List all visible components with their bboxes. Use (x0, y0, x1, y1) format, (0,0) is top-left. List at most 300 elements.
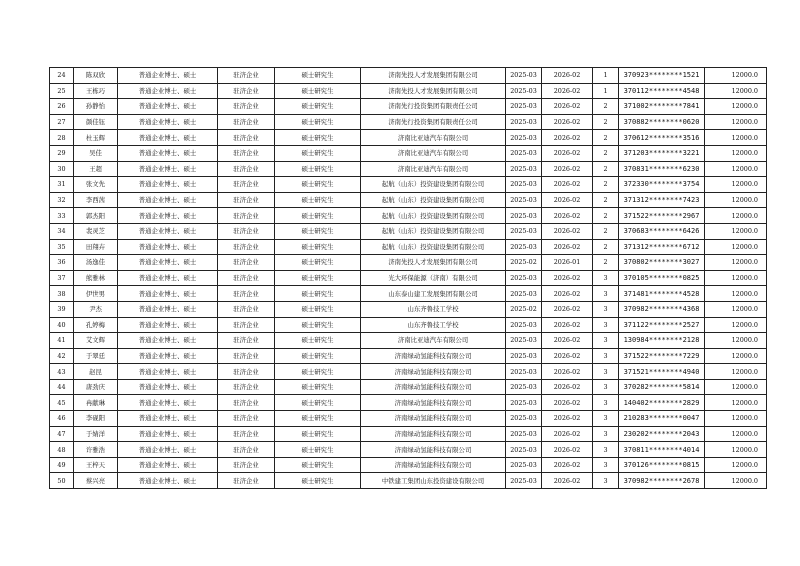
cell-enterprise-category: 驻济企业 (218, 114, 275, 130)
cell-talent-type: 普通企业博士、硕士 (118, 317, 218, 333)
cell-start-month: 2025-03 (506, 68, 542, 84)
cell-company: 济南先投人才发展集团有限公司 (361, 68, 506, 84)
cell-enterprise-category: 驻济企业 (218, 317, 275, 333)
cell-talent-type: 普通企业博士、硕士 (118, 364, 218, 380)
cell-seq-no: 36 (50, 255, 74, 271)
cell-company: 济南绿动氢能科技有限公司 (361, 426, 506, 442)
cell-education: 硕士研究生 (275, 348, 361, 364)
cell-batch: 2 (593, 161, 619, 177)
cell-seq-no: 48 (50, 442, 74, 458)
cell-seq-no: 26 (50, 99, 74, 115)
cell-amount: 12000.0 (705, 239, 767, 255)
cell-education: 硕士研究生 (275, 83, 361, 99)
cell-enterprise-category: 驻济企业 (218, 99, 275, 115)
cell-company: 济南比亚迪汽车有限公司 (361, 333, 506, 349)
cell-company: 起航（山东）投资建设集团有限公司 (361, 208, 506, 224)
cell-name: 孙静怡 (74, 99, 118, 115)
cell-company: 济南绿动氢能科技有限公司 (361, 411, 506, 427)
cell-name: 吴佳 (74, 145, 118, 161)
cell-seq-no: 50 (50, 473, 74, 489)
cell-start-month: 2025-03 (506, 364, 542, 380)
table-row (50, 192, 767, 208)
cell-talent-type: 普通企业博士、硕士 (118, 99, 218, 115)
cell-amount: 12000.0 (705, 333, 767, 349)
cell-amount: 12000.0 (705, 223, 767, 239)
cell-company: 济南绿动氢能科技有限公司 (361, 364, 506, 380)
cell-name: 艾文辉 (74, 333, 118, 349)
cell-start-month: 2025-03 (506, 426, 542, 442)
cell-id-number: 371203********3221 (619, 145, 705, 161)
table-row (50, 161, 767, 177)
cell-company: 济南绿动氢能科技有限公司 (361, 457, 506, 473)
cell-name: 熊雅林 (74, 270, 118, 286)
cell-name: 孔婷梅 (74, 317, 118, 333)
cell-start-month: 2025-03 (506, 286, 542, 302)
cell-batch: 2 (593, 192, 619, 208)
cell-enterprise-category: 驻济企业 (218, 270, 275, 286)
cell-talent-type: 普通企业博士、硕士 (118, 473, 218, 489)
cell-company: 济南比亚迪汽车有限公司 (361, 130, 506, 146)
cell-company: 山东泰山建工发展集团有限公司 (361, 286, 506, 302)
cell-education: 硕士研究生 (275, 145, 361, 161)
cell-amount: 12000.0 (705, 255, 767, 271)
cell-amount: 12000.0 (705, 442, 767, 458)
cell-batch: 2 (593, 99, 619, 115)
table-body (50, 68, 767, 489)
cell-education: 硕士研究生 (275, 426, 361, 442)
cell-enterprise-category: 驻济企业 (218, 223, 275, 239)
cell-id-number: 371522********7229 (619, 348, 705, 364)
cell-end-month: 2026-02 (542, 130, 593, 146)
table-row (50, 68, 767, 84)
table-row (50, 239, 767, 255)
cell-enterprise-category: 驻济企业 (218, 286, 275, 302)
cell-start-month: 2025-03 (506, 192, 542, 208)
cell-end-month: 2026-02 (542, 301, 593, 317)
cell-enterprise-category: 驻济企业 (218, 145, 275, 161)
cell-talent-type: 普通企业博士、硕士 (118, 379, 218, 395)
cell-batch: 1 (593, 68, 619, 84)
table-row (50, 99, 767, 115)
cell-amount: 12000.0 (705, 161, 767, 177)
cell-education: 硕士研究生 (275, 177, 361, 193)
cell-amount: 12000.0 (705, 83, 767, 99)
cell-start-month: 2025-03 (506, 457, 542, 473)
cell-amount: 12000.0 (705, 114, 767, 130)
cell-id-number: 370802********3027 (619, 255, 705, 271)
cell-seq-no: 29 (50, 145, 74, 161)
cell-id-number: 371122********2527 (619, 317, 705, 333)
cell-seq-no: 33 (50, 208, 74, 224)
cell-name: 汤逸佳 (74, 255, 118, 271)
cell-enterprise-category: 驻济企业 (218, 161, 275, 177)
cell-batch: 2 (593, 130, 619, 146)
cell-end-month: 2026-02 (542, 473, 593, 489)
table-row (50, 83, 767, 99)
cell-id-number: 370811********4014 (619, 442, 705, 458)
cell-company: 起航（山东）投资建设集团有限公司 (361, 223, 506, 239)
cell-seq-no: 45 (50, 395, 74, 411)
cell-end-month: 2026-02 (542, 333, 593, 349)
cell-amount: 12000.0 (705, 130, 767, 146)
cell-company: 中铁建工集团山东投资建设有限公司 (361, 473, 506, 489)
cell-seq-no: 25 (50, 83, 74, 99)
cell-talent-type: 普通企业博士、硕士 (118, 68, 218, 84)
cell-education: 硕士研究生 (275, 395, 361, 411)
cell-talent-type: 普通企业博士、硕士 (118, 333, 218, 349)
cell-education: 硕士研究生 (275, 333, 361, 349)
cell-id-number: 370831********6230 (619, 161, 705, 177)
cell-talent-type: 普通企业博士、硕士 (118, 270, 218, 286)
cell-company: 济南绿动氢能科技有限公司 (361, 379, 506, 395)
cell-id-number: 370982********2678 (619, 473, 705, 489)
table-row (50, 145, 767, 161)
cell-amount: 12000.0 (705, 99, 767, 115)
cell-enterprise-category: 驻济企业 (218, 442, 275, 458)
cell-seq-no: 34 (50, 223, 74, 239)
cell-enterprise-category: 驻济企业 (218, 457, 275, 473)
cell-amount: 12000.0 (705, 364, 767, 380)
cell-id-number: 370126********0815 (619, 457, 705, 473)
cell-enterprise-category: 驻济企业 (218, 239, 275, 255)
cell-enterprise-category: 驻济企业 (218, 426, 275, 442)
cell-amount: 12000.0 (705, 301, 767, 317)
cell-batch: 3 (593, 411, 619, 427)
cell-start-month: 2025-03 (506, 130, 542, 146)
cell-start-month: 2025-03 (506, 395, 542, 411)
cell-enterprise-category: 驻济企业 (218, 333, 275, 349)
table-row (50, 364, 767, 380)
cell-start-month: 2025-03 (506, 145, 542, 161)
cell-company: 济南先行投资集团有限责任公司 (361, 99, 506, 115)
cell-amount: 12000.0 (705, 348, 767, 364)
cell-end-month: 2026-02 (542, 68, 593, 84)
cell-id-number: 372330********3754 (619, 177, 705, 193)
cell-seq-no: 35 (50, 239, 74, 255)
cell-enterprise-category: 驻济企业 (218, 130, 275, 146)
cell-education: 硕士研究生 (275, 473, 361, 489)
cell-end-month: 2026-02 (542, 411, 593, 427)
cell-end-month: 2026-02 (542, 192, 593, 208)
table-row (50, 457, 767, 473)
cell-batch: 2 (593, 255, 619, 271)
cell-end-month: 2026-02 (542, 177, 593, 193)
cell-id-number: 370612********3516 (619, 130, 705, 146)
cell-amount: 12000.0 (705, 395, 767, 411)
cell-batch: 3 (593, 333, 619, 349)
cell-start-month: 2025-03 (506, 239, 542, 255)
cell-amount: 12000.0 (705, 68, 767, 84)
cell-amount: 12000.0 (705, 426, 767, 442)
cell-seq-no: 39 (50, 301, 74, 317)
cell-education: 硕士研究生 (275, 161, 361, 177)
cell-start-month: 2025-03 (506, 177, 542, 193)
cell-id-number: 371522********2967 (619, 208, 705, 224)
cell-seq-no: 30 (50, 161, 74, 177)
table-row (50, 301, 767, 317)
table-row (50, 442, 767, 458)
cell-name: 陈双欣 (74, 68, 118, 84)
cell-end-month: 2026-02 (542, 364, 593, 380)
cell-company: 济南先投人才发展集团有限公司 (361, 255, 506, 271)
cell-enterprise-category: 驻济企业 (218, 68, 275, 84)
cell-amount: 12000.0 (705, 208, 767, 224)
cell-id-number: 370105********0825 (619, 270, 705, 286)
cell-amount: 12000.0 (705, 270, 767, 286)
cell-education: 硕士研究生 (275, 301, 361, 317)
cell-amount: 12000.0 (705, 379, 767, 395)
cell-name: 冉献琳 (74, 395, 118, 411)
cell-education: 硕士研究生 (275, 99, 361, 115)
cell-batch: 3 (593, 473, 619, 489)
cell-amount: 12000.0 (705, 286, 767, 302)
cell-seq-no: 37 (50, 270, 74, 286)
cell-talent-type: 普通企业博士、硕士 (118, 411, 218, 427)
cell-company: 济南比亚迪汽车有限公司 (361, 161, 506, 177)
cell-name: 田翔卉 (74, 239, 118, 255)
cell-batch: 2 (593, 114, 619, 130)
cell-name: 裴灵芝 (74, 223, 118, 239)
table-row (50, 473, 767, 489)
table-row (50, 286, 767, 302)
cell-talent-type: 普通企业博士、硕士 (118, 239, 218, 255)
cell-start-month: 2025-03 (506, 317, 542, 333)
cell-company: 山东齐鲁技工学校 (361, 301, 506, 317)
cell-talent-type: 普通企业博士、硕士 (118, 223, 218, 239)
cell-batch: 2 (593, 239, 619, 255)
cell-name: 许雅浩 (74, 442, 118, 458)
cell-amount: 12000.0 (705, 177, 767, 193)
cell-education: 硕士研究生 (275, 130, 361, 146)
cell-end-month: 2026-02 (542, 161, 593, 177)
cell-name: 于翠廷 (74, 348, 118, 364)
cell-name: 尹杰 (74, 301, 118, 317)
cell-end-month: 2026-02 (542, 457, 593, 473)
table-row (50, 411, 767, 427)
cell-education: 硕士研究生 (275, 286, 361, 302)
cell-amount: 12000.0 (705, 145, 767, 161)
table-row (50, 177, 767, 193)
cell-batch: 3 (593, 379, 619, 395)
cell-education: 硕士研究生 (275, 457, 361, 473)
table-row (50, 130, 767, 146)
cell-end-month: 2026-02 (542, 317, 593, 333)
cell-name: 唐劲庆 (74, 379, 118, 395)
cell-talent-type: 普通企业博士、硕士 (118, 83, 218, 99)
cell-id-number: 370112********4548 (619, 83, 705, 99)
cell-end-month: 2026-02 (542, 270, 593, 286)
cell-talent-type: 普通企业博士、硕士 (118, 348, 218, 364)
cell-talent-type: 普通企业博士、硕士 (118, 442, 218, 458)
cell-talent-type: 普通企业博士、硕士 (118, 161, 218, 177)
cell-batch: 2 (593, 223, 619, 239)
table-row (50, 317, 767, 333)
cell-seq-no: 49 (50, 457, 74, 473)
cell-education: 硕士研究生 (275, 411, 361, 427)
cell-talent-type: 普通企业博士、硕士 (118, 286, 218, 302)
cell-enterprise-category: 驻济企业 (218, 364, 275, 380)
cell-end-month: 2026-02 (542, 348, 593, 364)
cell-seq-no: 42 (50, 348, 74, 364)
cell-seq-no: 46 (50, 411, 74, 427)
cell-end-month: 2026-02 (542, 114, 593, 130)
cell-id-number: 230202********2043 (619, 426, 705, 442)
cell-start-month: 2025-03 (506, 83, 542, 99)
cell-amount: 12000.0 (705, 317, 767, 333)
cell-talent-type: 普通企业博士、硕士 (118, 208, 218, 224)
cell-enterprise-category: 驻济企业 (218, 83, 275, 99)
cell-education: 硕士研究生 (275, 223, 361, 239)
cell-id-number: 370982********4368 (619, 301, 705, 317)
cell-education: 硕士研究生 (275, 208, 361, 224)
cell-batch: 2 (593, 145, 619, 161)
cell-batch: 3 (593, 317, 619, 333)
subsidy-list-sheet (49, 67, 766, 489)
cell-education: 硕士研究生 (275, 255, 361, 271)
cell-education: 硕士研究生 (275, 442, 361, 458)
cell-id-number: 371312********7423 (619, 192, 705, 208)
cell-enterprise-category: 驻济企业 (218, 177, 275, 193)
table-row (50, 426, 767, 442)
table-row (50, 379, 767, 395)
cell-end-month: 2026-02 (542, 83, 593, 99)
cell-education: 硕士研究生 (275, 68, 361, 84)
cell-end-month: 2026-02 (542, 223, 593, 239)
cell-id-number: 210283********0047 (619, 411, 705, 427)
cell-start-month: 2025-03 (506, 411, 542, 427)
cell-talent-type: 普通企业博士、硕士 (118, 255, 218, 271)
cell-id-number: 370923********1521 (619, 68, 705, 84)
cell-name: 郭杰阳 (74, 208, 118, 224)
cell-start-month: 2025-02 (506, 301, 542, 317)
cell-end-month: 2026-02 (542, 395, 593, 411)
cell-seq-no: 43 (50, 364, 74, 380)
cell-start-month: 2025-03 (506, 473, 542, 489)
cell-name: 颜佳钰 (74, 114, 118, 130)
cell-education: 硕士研究生 (275, 239, 361, 255)
cell-enterprise-category: 驻济企业 (218, 395, 275, 411)
cell-company: 山东齐鲁技工学校 (361, 317, 506, 333)
cell-batch: 2 (593, 177, 619, 193)
cell-end-month: 2026-02 (542, 379, 593, 395)
cell-enterprise-category: 驻济企业 (218, 255, 275, 271)
cell-start-month: 2025-02 (506, 255, 542, 271)
cell-talent-type: 普通企业博士、硕士 (118, 457, 218, 473)
cell-education: 硕士研究生 (275, 317, 361, 333)
cell-name: 张文先 (74, 177, 118, 193)
cell-batch: 3 (593, 395, 619, 411)
cell-seq-no: 24 (50, 68, 74, 84)
cell-amount: 12000.0 (705, 473, 767, 489)
cell-batch: 3 (593, 348, 619, 364)
cell-name: 杜玉辉 (74, 130, 118, 146)
table-row (50, 208, 767, 224)
cell-id-number: 140402********2829 (619, 395, 705, 411)
cell-name: 李西茜 (74, 192, 118, 208)
cell-start-month: 2025-03 (506, 223, 542, 239)
cell-amount: 12000.0 (705, 457, 767, 473)
cell-batch: 3 (593, 457, 619, 473)
cell-seq-no: 27 (50, 114, 74, 130)
cell-talent-type: 普通企业博士、硕士 (118, 395, 218, 411)
cell-id-number: 370882********0620 (619, 114, 705, 130)
table-row (50, 255, 767, 271)
cell-enterprise-category: 驻济企业 (218, 301, 275, 317)
cell-id-number: 130984********2128 (619, 333, 705, 349)
cell-seq-no: 31 (50, 177, 74, 193)
cell-end-month: 2026-02 (542, 286, 593, 302)
cell-enterprise-category: 驻济企业 (218, 379, 275, 395)
cell-seq-no: 40 (50, 317, 74, 333)
cell-seq-no: 44 (50, 379, 74, 395)
cell-id-number: 371312********6712 (619, 239, 705, 255)
cell-talent-type: 普通企业博士、硕士 (118, 177, 218, 193)
cell-seq-no: 38 (50, 286, 74, 302)
cell-talent-type: 普通企业博士、硕士 (118, 114, 218, 130)
cell-batch: 3 (593, 426, 619, 442)
cell-id-number: 371002********7841 (619, 99, 705, 115)
cell-batch: 3 (593, 364, 619, 380)
cell-company: 起航（山东）投资建设集团有限公司 (361, 192, 506, 208)
cell-name: 王超 (74, 161, 118, 177)
cell-start-month: 2025-03 (506, 333, 542, 349)
cell-company: 起航（山东）投资建设集团有限公司 (361, 239, 506, 255)
cell-seq-no: 28 (50, 130, 74, 146)
cell-talent-type: 普通企业博士、硕士 (118, 130, 218, 146)
cell-start-month: 2025-03 (506, 379, 542, 395)
cell-company: 济南比亚迪汽车有限公司 (361, 145, 506, 161)
table-row (50, 395, 767, 411)
cell-id-number: 370282********5814 (619, 379, 705, 395)
cell-end-month: 2026-02 (542, 99, 593, 115)
cell-id-number: 371521********4940 (619, 364, 705, 380)
cell-start-month: 2025-03 (506, 208, 542, 224)
cell-enterprise-category: 驻济企业 (218, 208, 275, 224)
cell-company: 光大环保能源（济南）有限公司 (361, 270, 506, 286)
cell-education: 硕士研究生 (275, 114, 361, 130)
cell-education: 硕士研究生 (275, 379, 361, 395)
cell-start-month: 2025-03 (506, 99, 542, 115)
table-row (50, 270, 767, 286)
table-row (50, 348, 767, 364)
cell-education: 硕士研究生 (275, 192, 361, 208)
cell-name: 王梓天 (74, 457, 118, 473)
cell-batch: 3 (593, 286, 619, 302)
cell-company: 济南绿动氢能科技有限公司 (361, 442, 506, 458)
cell-batch: 3 (593, 270, 619, 286)
table-row (50, 223, 767, 239)
cell-enterprise-category: 驻济企业 (218, 348, 275, 364)
cell-company: 济南绿动氢能科技有限公司 (361, 348, 506, 364)
cell-batch: 3 (593, 301, 619, 317)
table-row (50, 333, 767, 349)
cell-company: 济南先行投资集团有限责任公司 (361, 114, 506, 130)
cell-name: 伊世男 (74, 286, 118, 302)
cell-start-month: 2025-03 (506, 161, 542, 177)
cell-education: 硕士研究生 (275, 364, 361, 380)
cell-end-month: 2026-02 (542, 208, 593, 224)
cell-talent-type: 普通企业博士、硕士 (118, 145, 218, 161)
cell-end-month: 2026-02 (542, 442, 593, 458)
cell-name: 于婧洋 (74, 426, 118, 442)
cell-end-month: 2026-02 (542, 145, 593, 161)
cell-company: 起航（山东）投资建设集团有限公司 (361, 177, 506, 193)
cell-seq-no: 47 (50, 426, 74, 442)
cell-seq-no: 32 (50, 192, 74, 208)
cell-company: 济南绿动氢能科技有限公司 (361, 395, 506, 411)
cell-seq-no: 41 (50, 333, 74, 349)
cell-batch: 1 (593, 83, 619, 99)
